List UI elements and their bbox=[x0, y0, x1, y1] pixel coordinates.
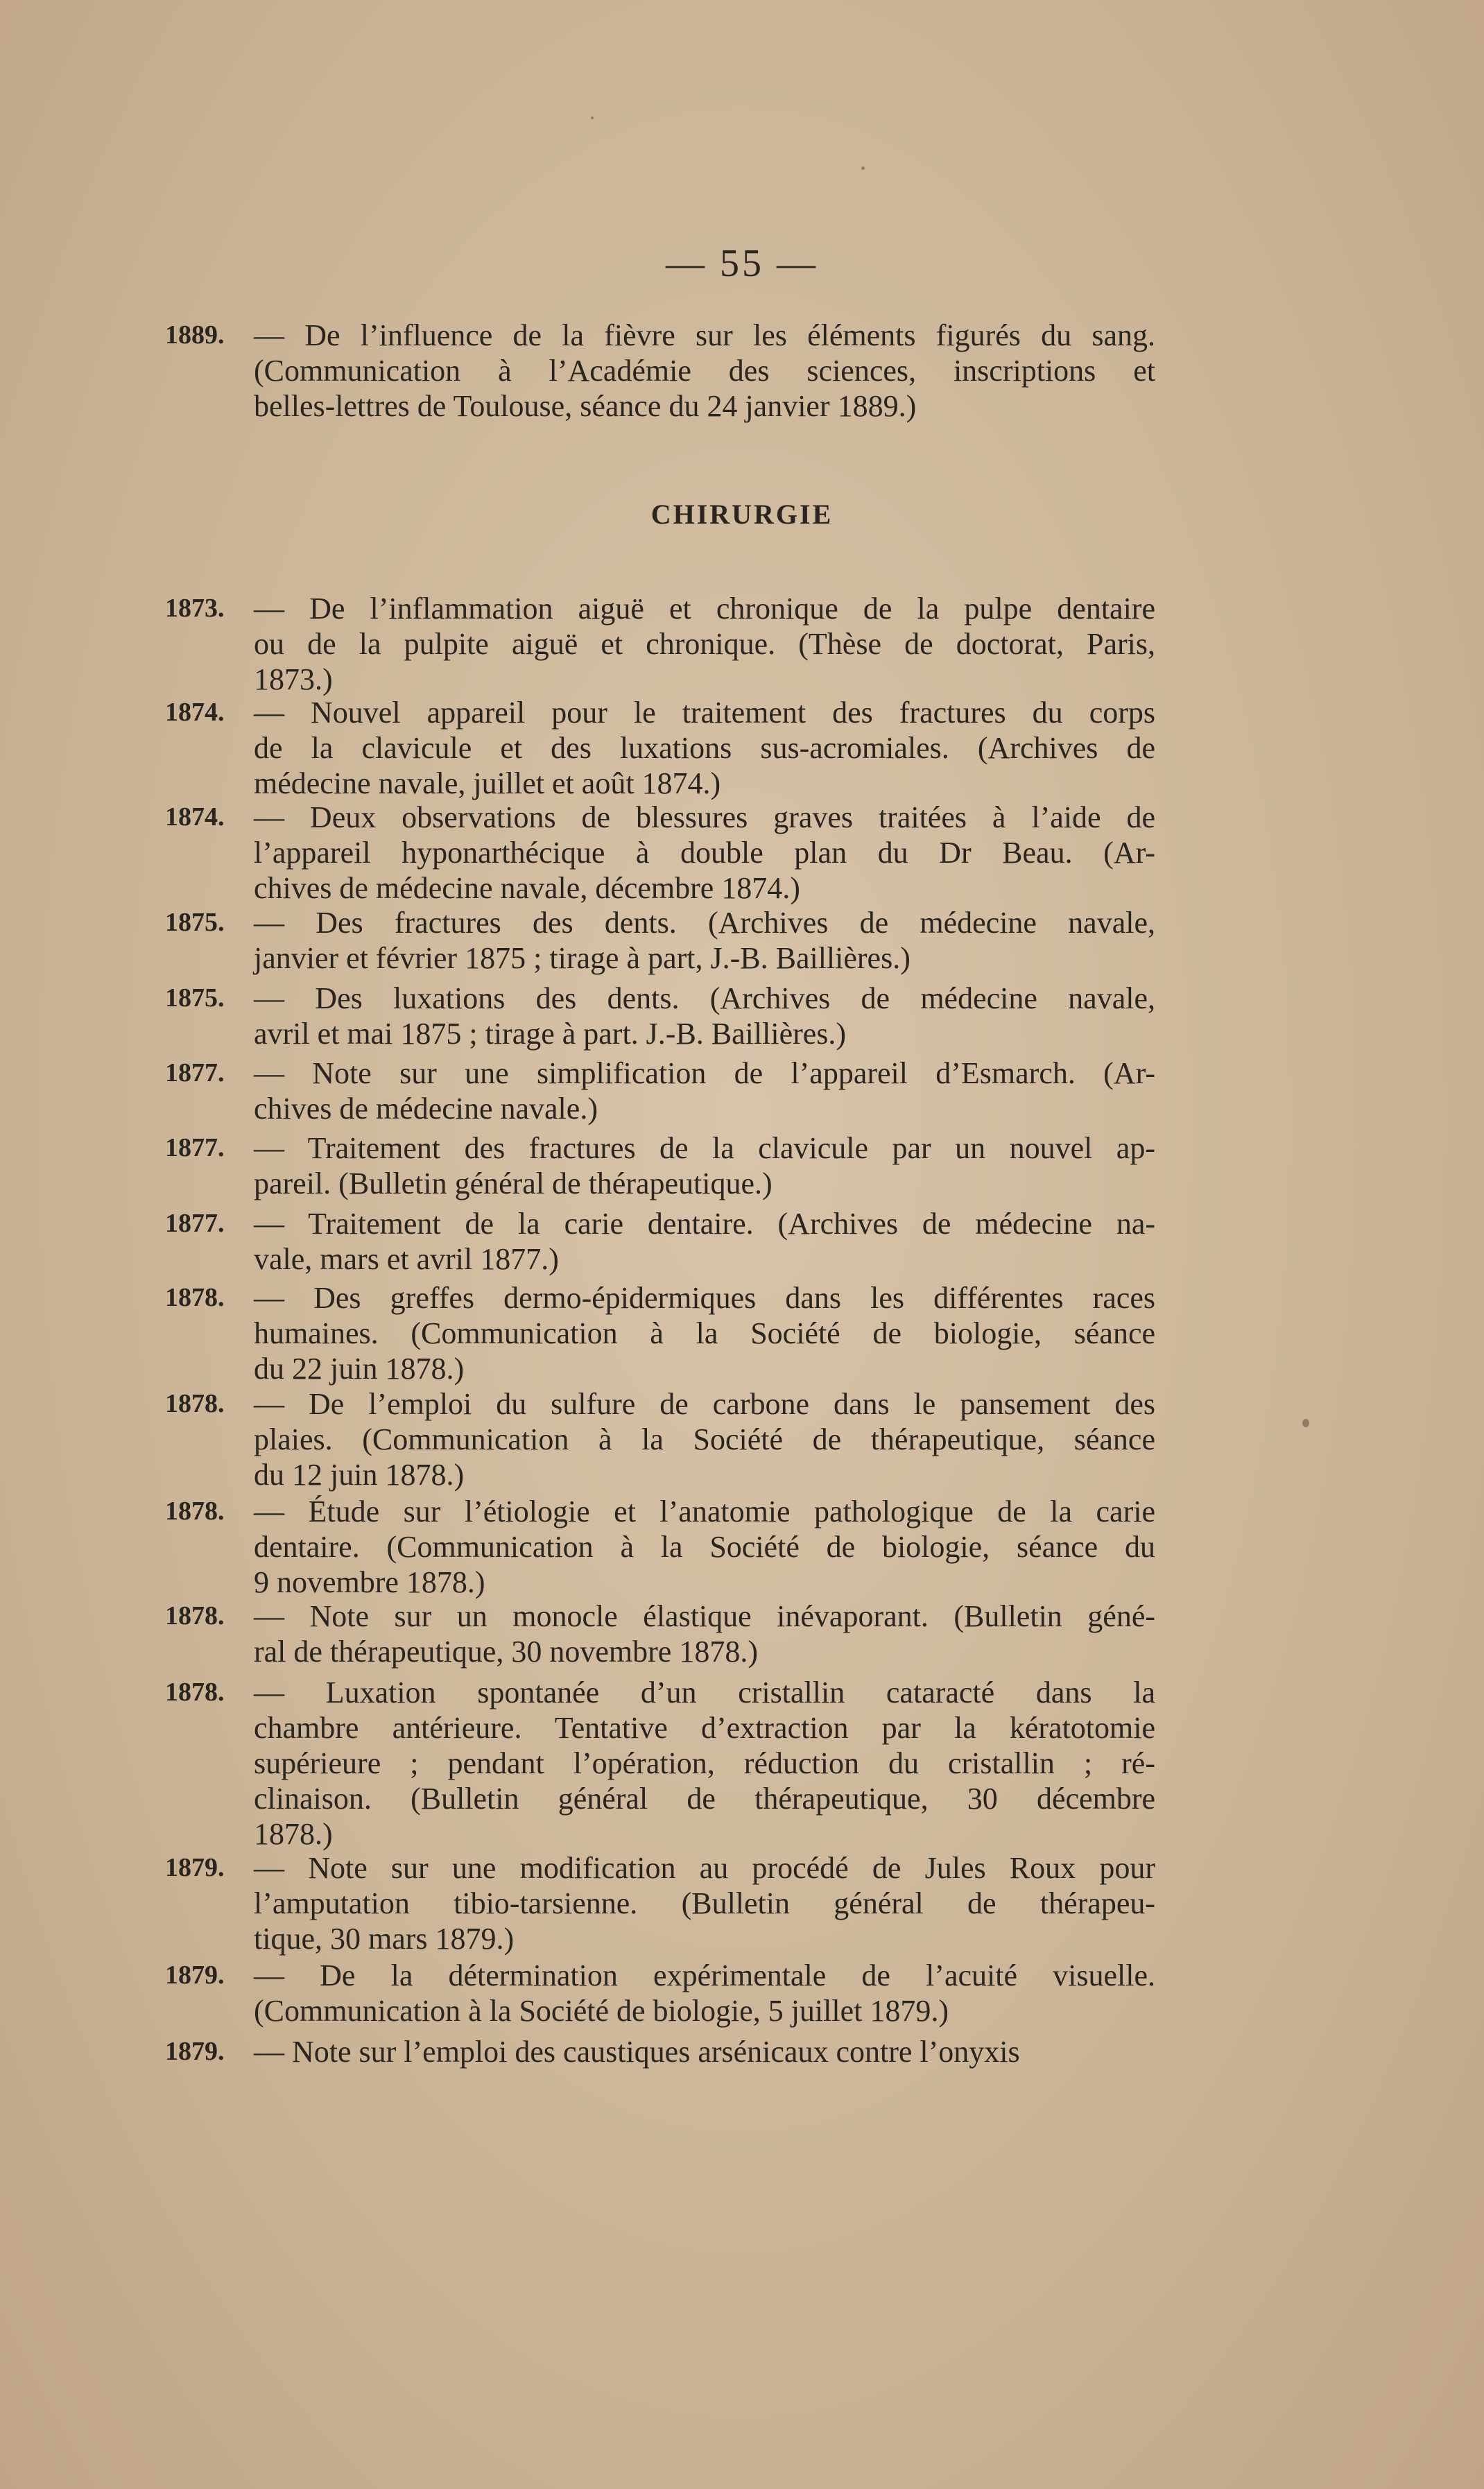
entry-line: chives de médecine navale, décembre 1874.) bbox=[254, 871, 800, 905]
entry-text bbox=[254, 591, 1155, 697]
entry-text bbox=[254, 318, 1155, 424]
entry-line: 1873.) bbox=[254, 662, 333, 696]
entry-line: — Traitement de la carie dentaire. (Archives de médecine na- bbox=[254, 1207, 1155, 1241]
paper-speck bbox=[591, 117, 594, 119]
entry-line: avril et mai 1875 ; tirage à part. J.-B. Baillières.) bbox=[254, 1017, 847, 1051]
entry-line: supérieure ; pendant l’opération, réduction du cristallin ; ré- bbox=[254, 1746, 1155, 1780]
entry-text bbox=[254, 695, 1155, 801]
entry-line: chambre antérieure. Tentative d’extraction par la kératotomie bbox=[254, 1711, 1155, 1745]
bibliography-entry bbox=[165, 1494, 1155, 1600]
entry-year: 1889. bbox=[165, 320, 225, 350]
entry-line: — Des fractures des dents. (Archives de médecine navale, bbox=[254, 906, 1155, 940]
entry-line: — De l’emploi du sulfure de carbone dans le pansement des bbox=[254, 1387, 1155, 1421]
entry-line: de la clavicule et des luxations sus-acromiales. (Archives de bbox=[254, 731, 1155, 765]
entry-line: — Note sur une simplification de l’appareil d’Esmarch. (Ar- bbox=[254, 1056, 1155, 1090]
bibliography-entry bbox=[165, 1386, 1155, 1492]
bibliography-entry bbox=[165, 800, 1155, 906]
entry-text bbox=[254, 1206, 1155, 1277]
entry-year: 1875. bbox=[165, 983, 225, 1013]
entry-line: — Note sur un monocle élastique inévaporant. (Bulletin géné- bbox=[254, 1599, 1155, 1633]
entry-line: — Traitement des fractures de la clavicule par un nouvel ap- bbox=[254, 1131, 1155, 1165]
entry-line: — Deux observations de blessures graves traitées à l’aide de bbox=[254, 800, 1155, 834]
entry-year: 1874. bbox=[165, 802, 225, 832]
entry-line: — Note sur une modification au procédé de Jules Roux pour bbox=[254, 1851, 1155, 1885]
entry-line: — Nouvel appareil pour le traitement des fractures du corps bbox=[254, 696, 1155, 730]
bibliography-entry bbox=[165, 1675, 1155, 1852]
entry-line: pareil. (Bulletin général de thérapeutique.) bbox=[254, 1166, 773, 1200]
entry-text bbox=[254, 1675, 1155, 1852]
bibliography-entry bbox=[165, 981, 1155, 1051]
bibliography-entry bbox=[165, 1130, 1155, 1201]
entry-line: plaies. (Communication à la Société de thérapeutique, séance bbox=[254, 1422, 1155, 1456]
entry-text bbox=[254, 981, 1155, 1051]
bibliography-entry bbox=[165, 695, 1155, 801]
entry-year: 1877. bbox=[165, 1058, 225, 1087]
paper-speck bbox=[861, 166, 865, 170]
page-number: — 55 — bbox=[666, 242, 818, 285]
entry-text bbox=[254, 800, 1155, 906]
entry-year: 1879. bbox=[165, 1961, 225, 1990]
entry-line: ou de la pulpite aiguë et chronique. (Thèse de doctorat, Paris, bbox=[254, 627, 1155, 661]
entry-text bbox=[254, 1599, 1155, 1669]
entry-line: 1878.) bbox=[254, 1817, 333, 1851]
bibliography-entry bbox=[165, 1056, 1155, 1126]
entry-line: (Communication à l’Académie des sciences, inscriptions et bbox=[254, 354, 1155, 388]
entry-text bbox=[254, 1386, 1155, 1492]
entry-text bbox=[254, 1958, 1155, 2029]
entry-line: vale, mars et avril 1877.) bbox=[254, 1242, 559, 1276]
bibliography-entry bbox=[165, 1958, 1155, 2029]
entry-year: 1879. bbox=[165, 1853, 225, 1882]
entry-year: 1879. bbox=[165, 2037, 225, 2066]
entry-line: — Des luxations des dents. (Archives de médecine navale, bbox=[254, 981, 1155, 1015]
entry-year: 1878. bbox=[165, 1497, 225, 1526]
section-title: CHIRURGIE bbox=[650, 499, 834, 530]
entry-year: 1878. bbox=[165, 1601, 225, 1630]
entry-year: 1878. bbox=[165, 1283, 225, 1312]
entry-text bbox=[254, 2034, 1155, 2069]
entry-line: — De la détermination expérimentale de l’acuité visuelle. bbox=[254, 1958, 1155, 1992]
entry-year: 1874. bbox=[165, 698, 225, 727]
paper-speck bbox=[1302, 1419, 1309, 1427]
entry-text bbox=[254, 1056, 1155, 1126]
entry-year: 1877. bbox=[165, 1209, 225, 1238]
entry-line: l’appareil hyponarthécique à double plan du Dr Beau. (Ar- bbox=[254, 836, 1155, 870]
entry-text bbox=[254, 905, 1155, 976]
entry-line: clinaison. (Bulletin général de thérapeutique, 30 décembre bbox=[254, 1782, 1155, 1816]
bibliography-entry bbox=[165, 1599, 1155, 1669]
entry-line: tique, 30 mars 1879.) bbox=[254, 1922, 515, 1956]
entry-line: — De l’influence de la fièvre sur les éléments figurés du sang. bbox=[254, 318, 1155, 352]
entry-line: — Des greffes dermo-épidermiques dans les différentes races bbox=[254, 1281, 1155, 1315]
entry-line: dentaire. (Communication à la Société de biologie, séance du bbox=[254, 1530, 1155, 1564]
entry-text bbox=[254, 1280, 1155, 1386]
bibliography-entry bbox=[165, 1850, 1155, 1956]
entry-year: 1875. bbox=[165, 908, 225, 937]
bibliography-entry bbox=[165, 905, 1155, 976]
entry-year: 1877. bbox=[165, 1133, 225, 1162]
entry-line: — De l’inflammation aiguë et chronique de la pulpe dentaire bbox=[254, 592, 1155, 626]
entry-text bbox=[254, 1850, 1155, 1956]
entry-year: 1878. bbox=[165, 1389, 225, 1418]
entry-line: — Étude sur l’étiologie et l’anatomie pathologique de la carie bbox=[254, 1495, 1155, 1528]
entry-text bbox=[254, 1494, 1155, 1600]
bibliography-entry bbox=[165, 591, 1155, 697]
entry-line: (Communication à la Société de biologie, 5 juillet 1879.) bbox=[254, 1994, 949, 2028]
entry-line: l’amputation tibio-tarsienne. (Bulletin général de thérapeu- bbox=[254, 1886, 1155, 1920]
entry-line: du 22 juin 1878.) bbox=[254, 1352, 465, 1386]
bibliography-entry bbox=[165, 318, 1155, 424]
bibliography-entry bbox=[165, 2034, 1155, 2069]
entry-line: — Note sur l’emploi des caustiques arsénicaux contre l’onyxis bbox=[254, 2035, 1020, 2069]
entry-line: ral de thérapeutique, 30 novembre 1878.) bbox=[254, 1635, 758, 1669]
entry-line: du 12 juin 1878.) bbox=[254, 1458, 465, 1492]
entry-line: janvier et février 1875 ; tirage à part, J.-B. Baillières.) bbox=[254, 941, 911, 975]
entry-line: chives de médecine navale.) bbox=[254, 1092, 598, 1126]
entry-year: 1873. bbox=[165, 594, 225, 623]
entry-line: — Luxation spontanée d’un cristallin cataracté dans la bbox=[254, 1676, 1155, 1709]
entry-text bbox=[254, 1130, 1155, 1201]
entry-line: 9 novembre 1878.) bbox=[254, 1565, 485, 1599]
bibliography-entry bbox=[165, 1280, 1155, 1386]
entry-line: humaines. (Communication à la Société de biologie, séance bbox=[254, 1316, 1155, 1350]
bibliography-entry bbox=[165, 1206, 1155, 1277]
entry-line: belles-lettres de Toulouse, séance du 24 janvier 1889.) bbox=[254, 389, 917, 423]
entry-line: médecine navale, juillet et août 1874.) bbox=[254, 766, 721, 800]
entry-year: 1878. bbox=[165, 1678, 225, 1707]
